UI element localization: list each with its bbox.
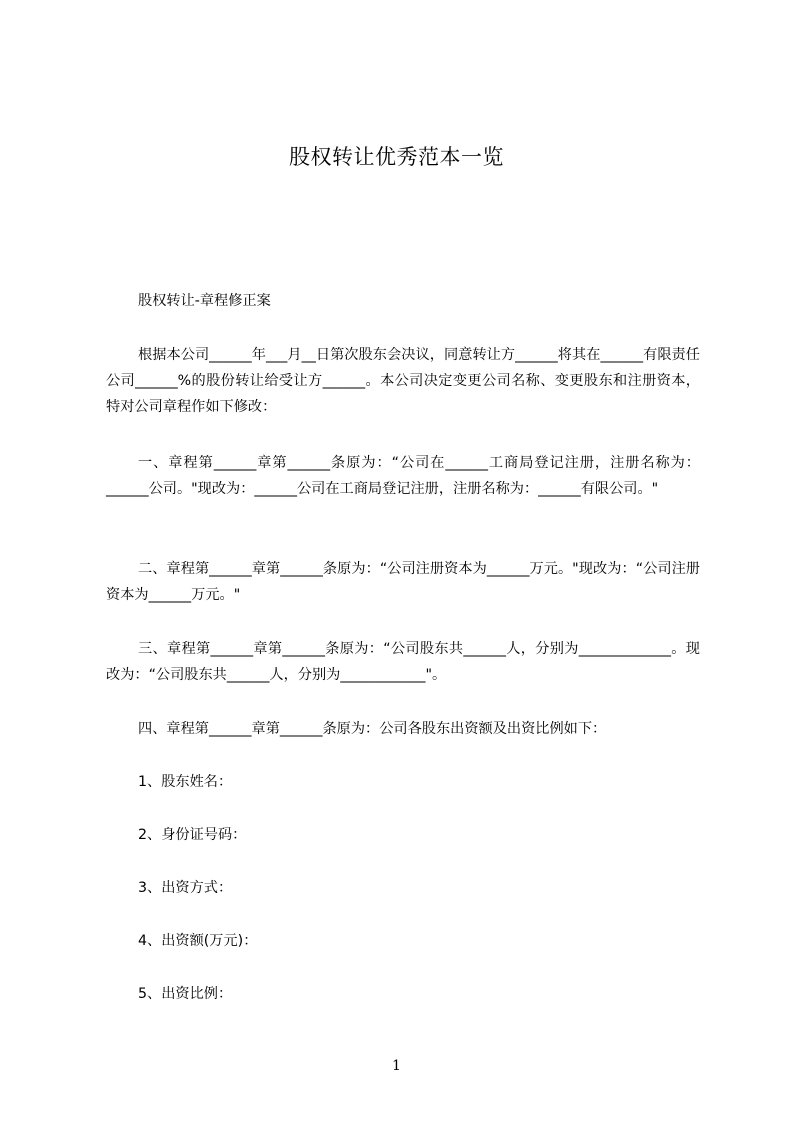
- list-item-contribution-ratio: 5、出资比例：: [138, 986, 233, 1002]
- list-item-contribution-method: 3、出资方式：: [138, 880, 233, 896]
- document-title: 股权转让优秀范本一览: [289, 145, 504, 169]
- list-item-shareholder-name: 1、股东姓名：: [138, 774, 233, 790]
- paragraph-amendment-3: 三、章程第______章第______条原为：“公司股东共______人，分别为_____________。现改为：“公司股东共______人，分别为____________"。: [106, 641, 700, 683]
- list-item-id-number: 2、身份证号码：: [138, 827, 247, 843]
- list-item-contribution-amount: 4、出资额(万元)：: [138, 933, 258, 949]
- page-number: 1: [392, 1058, 401, 1074]
- paragraph-amendment-2: 二、章程第______章第______条原为：“公司注册资本为______万元。"现改为：“公司注册资本为______万元。": [106, 561, 700, 603]
- paragraph-amendment-1: 一、章程第______章第______条原为：“公司在______工商局登记注册，注册名称为：______公司。"现改为：______公司在工商局登记注册，注册名称为：______有限公司。": [106, 455, 700, 497]
- paragraph-amendment-4: 四、章程第______章第______条原为：公司各股东出资额及出资比例如下：: [138, 721, 607, 737]
- paragraph-intro: 根据本公司______年___月__日第次股东会决议，同意转让方______将其在______有限责任公司______%的股份转让给受让方______。本公司决定变更公司名称、变更股东和注册资本，特对公司章程作如下修改：: [106, 347, 700, 415]
- section-heading: 股权转让-章程修正案: [138, 293, 271, 309]
